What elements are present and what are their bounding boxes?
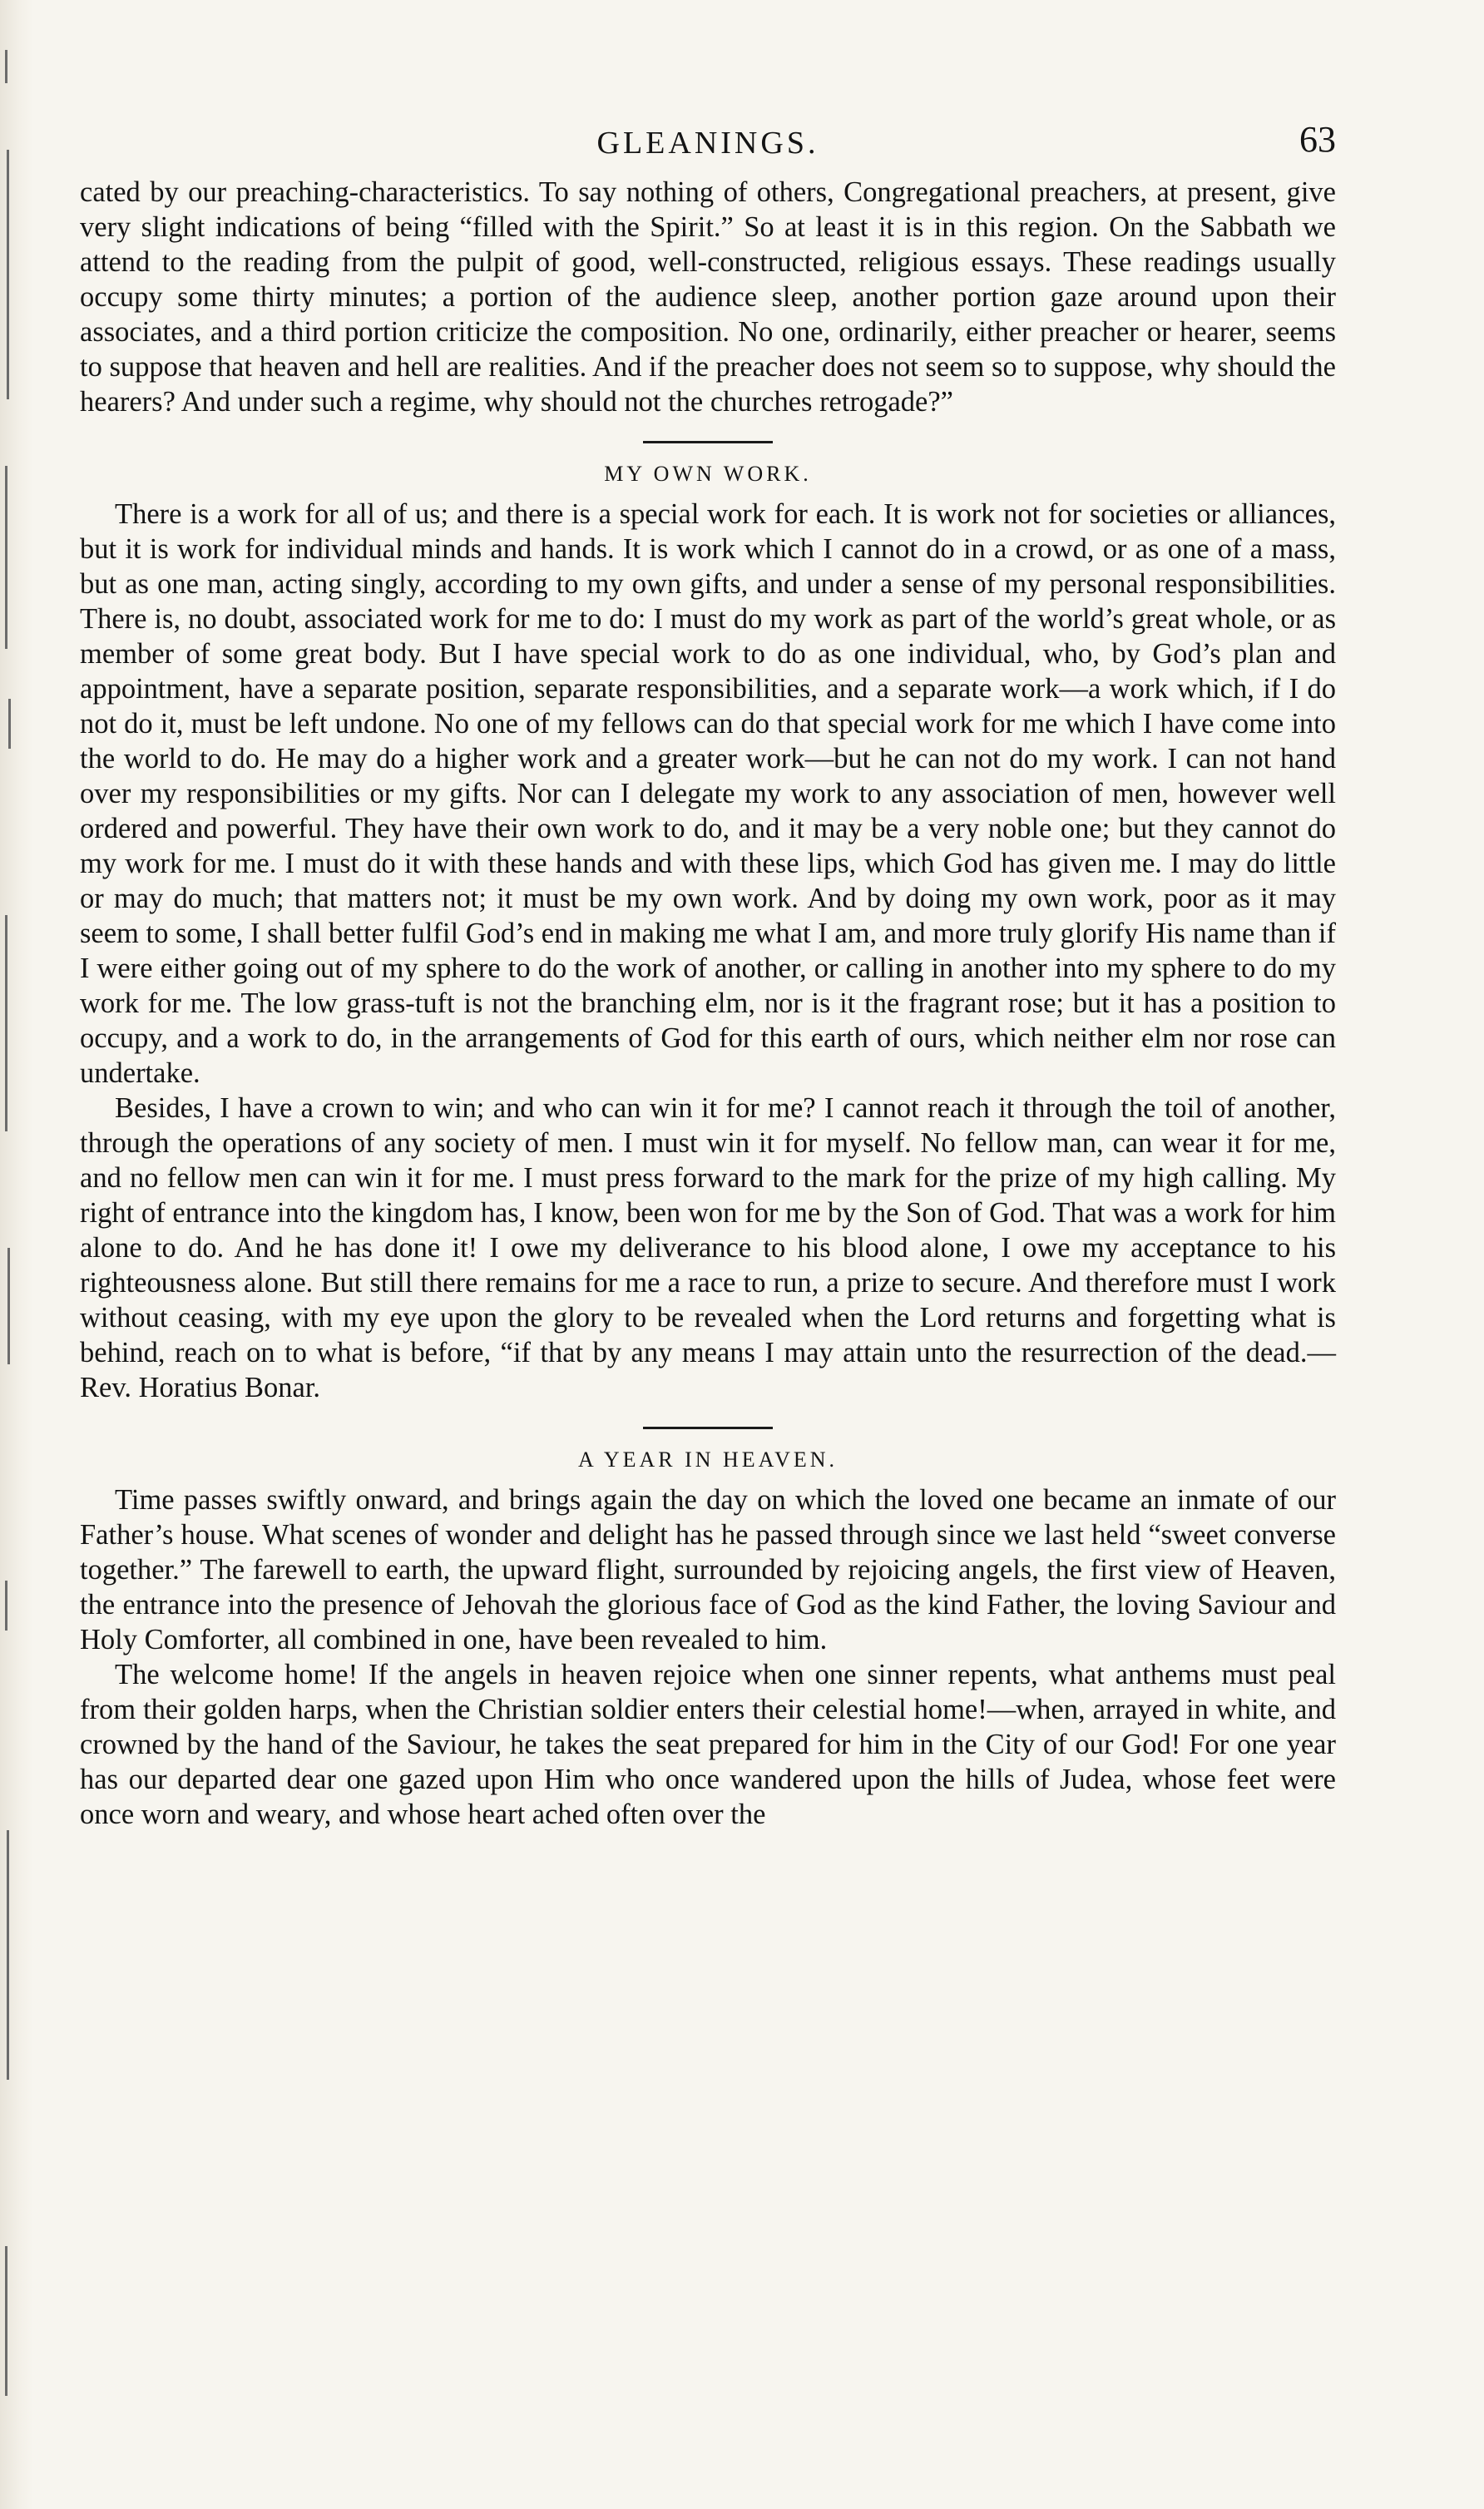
section-my-own-work [80,462,1336,1405]
book-page [80,116,1336,1832]
section-title: MY OWN WORK. [604,462,812,486]
section-title: A YEAR IN HEAVEN. [577,1448,838,1472]
paragraph: cated by our preaching-characteristics. To say nothing of others, Congregational preachers, at present, give very slight indications of being “filled with the Spirit.” So at least it is in this region. On the Sabbath we attend to the reading from the pulpit of good, well-constructed, religious essays. These readings usually occupy some thirty minutes; a portion of the audience sleep, another portion gaze around upon their associates, and a third portion criticize the composition. No one, ordinarily, either preacher or hearer, seems to suppose that heaven and hell are realities. And if the preacher does not seem so to suppose, why should the hearers? And under such a regime, why should not the churches retrogade?” [80,176,1336,418]
paragraph: Besides, I have a crown to win; and who can win it for me? I cannot reach it through the toil of another, through the operations of any society of men. I must win it for myself. No fellow man, can wear it for me, and no fellow men can win it for me. I must press forward to the mark for the prize of my high calling. My right of entrance into the kingdom has, I know, been won for me by the Son of God. That was a work for him alone to do. And he has done it! I owe my deliverance to his blood alone, I owe my acceptance to his righteousness alone. But still there remains for me a race to run, a prize to secure. And therefore must I work without ceasing, with my eye upon the glory to be revealed when the Lord returns and forgetting what is behind, reach on to what is before, “if that by any means I may attain unto the resurrection of the dead.—Rev. Horatius Bonar. [80,1092,1336,1403]
section-a-year-in-heaven [80,1448,1336,1832]
section-divider [643,441,773,443]
page-number: 63 [1299,119,1336,160]
paragraph: Time passes swiftly onward, and brings again the day on which the loved one became an inmate of our Father’s house. What scenes of wonder and delight has he passed through since we last held “sweet converse together.” The farewell to earth, the upward flight, surrounded by rejoicing angels, the first view of Heaven, the entrance into the presence of Jehovah the glorious face of God as the kind Father, the loving Saviour and Holy Comforter, all combined in one, have been revealed to him. [80,1484,1336,1655]
running-head: GLEANINGS. [596,126,819,161]
section-continued-text [80,175,1336,419]
section-divider [643,1427,773,1429]
paragraph: The welcome home! If the angels in heaven rejoice when one sinner repents, what anthems must peal from their golden harps, when the Christian soldier enters their celestial home!—when, arrayed in white, and crowned by the hand of the Saviour, he takes the seat prepared for him in the City of our God! For one year has our departed dear one gazed upon Him who once wandered upon the hills of Judea, whose feet were once worn and weary, and whose heart ached often over the [80,1659,1336,1830]
paragraph: There is a work for all of us; and there is a special work for each. It is work not for societies or alliances, but it is work for individual minds and hands. It is work which I cannot do in a crowd, or as one of a mass, but as one man, acting singly, according to my own gifts, and under a sense of my personal responsibilities. There is, no doubt, associated work for me to do: I must do my work as part of the world’s great whole, or as member of some great body. But I have special work to do as one individual, who, by God’s plan and appointment, have a separate position, separate responsibilities, and a separate work—a work which, if I do not do it, must be left undone. No one of my fellows can do that special work for me which I have come into the world to do. He may do a higher work and a greater work—but he can not do my work. I can not hand over my responsibilities or my gifts. Nor can I delegate my work to any association of men, however well ordered and powerful. They have their own work to do, and it may be a very noble one; but they cannot do my work for me. I must do it with these hands and with these lips, which God has given me. I may do little or may do much; that matters not; it must be my own work. And by doing my own work, poor as it may seem to some, I shall better fulfil God’s end in making me what I am, and more truly glorify His name than if I were either going out of my sphere to do the work of another, or calling in another into my sphere to do my work for me. The low grass-tuft is not the branching elm, nor is it the fragrant rose; but it has a position to occupy, and a work to do, in the arrangements of God for this earth of ours, which neither elm nor rose can undertake. [80,498,1336,1089]
page-binding-edge [0,0,33,2509]
page-header [80,116,1336,170]
